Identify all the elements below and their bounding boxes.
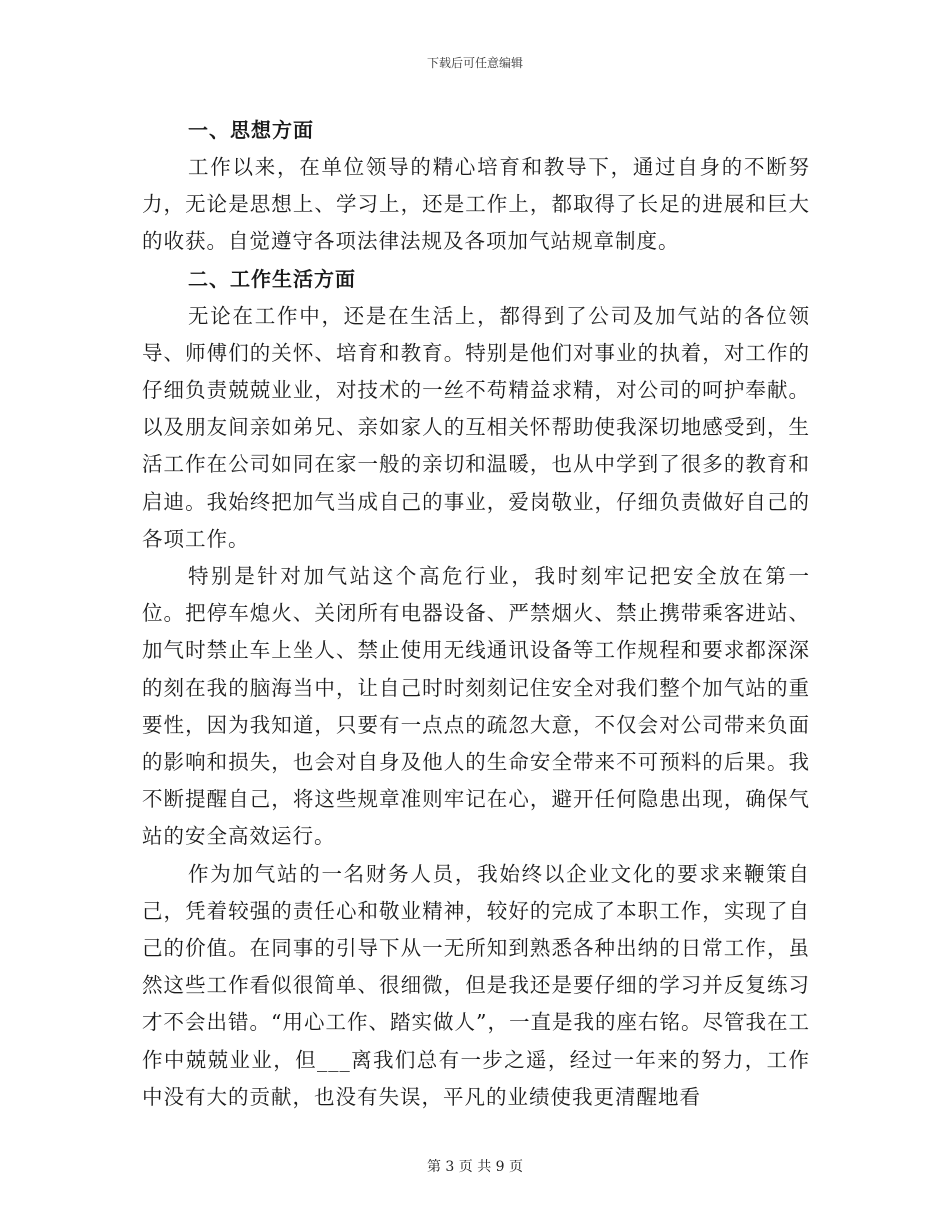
paragraph-thought-1: 工作以来，在单位领导的精心培育和教导下，通过自身的不断努力，无论是思想上、学习上，还是工作上，都取得了长足的进展和巨大的收获。自觉遵守各项法律法规及各项加气站规章制度。 (142, 155, 810, 254)
section-heading-thought: 一、思想方面 (188, 118, 314, 142)
paragraph-work-life-3: 作为加气站的一名财务人员，我始终以企业文化的要求来鞭策自己，凭着较强的责任心和敬业精神，较好的完成了本职工作，实现了自己的价值。在同事的引导下从一无所知到熟悉各种出纳的日常工作，虽然这些工作看似很简单、很细微，但是我还是要仔细的学习并反复练习才不会出错。“用心工作、踏实做人”，一直是我的座右铭。尽管我在工作中兢兢业业，但___离我们总有一步之遥，经过一年来的努力，工作中没有大的贡献，也没有失误，平凡的业绩使我更清醒地看 (142, 861, 810, 1109)
document-body (142, 112, 810, 1116)
paragraph-work-life-1: 无论在工作中，还是在生活上，都得到了公司及加气站的各位领导、师傅们的关怀、培育和教育。特别是他们对事业的执着，对工作的仔细负责兢兢业业，对技术的一丝不苟精益求精，对公司的呵护奉献。以及朋友间亲如弟兄、亲如家人的互相关怀帮助使我深切地感受到，生活工作在公司如同在家一般的亲切和温暖，也从中学到了很多的教育和启迪。我始终把加气当成自己的事业，爱岗敬业，仔细负责做好自己的各项工作。 (142, 303, 810, 551)
paragraph-work-life-2: 特别是针对加气站这个高危行业，我时刻牢记把安全放在第一位。把停车熄火、关闭所有电器设备、严禁烟火、禁止携带乘客进站、加气时禁止车上坐人、禁止使用无线通讯设备等工作规程和要求都深深的刻在我的脑海当中，让自己时时刻刻记住安全对我们整个加气站的重要性，因为我知道，只要有一点点的疏忽大意，不仅会对公司带来负面的影响和损失，也会对自身及他人的生命安全带来不可预料的后果。我不断提醒自己，将这些规章准则牢记在心，避开任何隐患出现，确保气站的安全高效运行。 (142, 564, 810, 849)
section-heading-work-life: 二、工作生活方面 (188, 266, 356, 291)
page-header-note: 下载后可任意编辑 (426, 56, 523, 70)
page-number: 第 3 页 共 9 页 (426, 1159, 524, 1175)
